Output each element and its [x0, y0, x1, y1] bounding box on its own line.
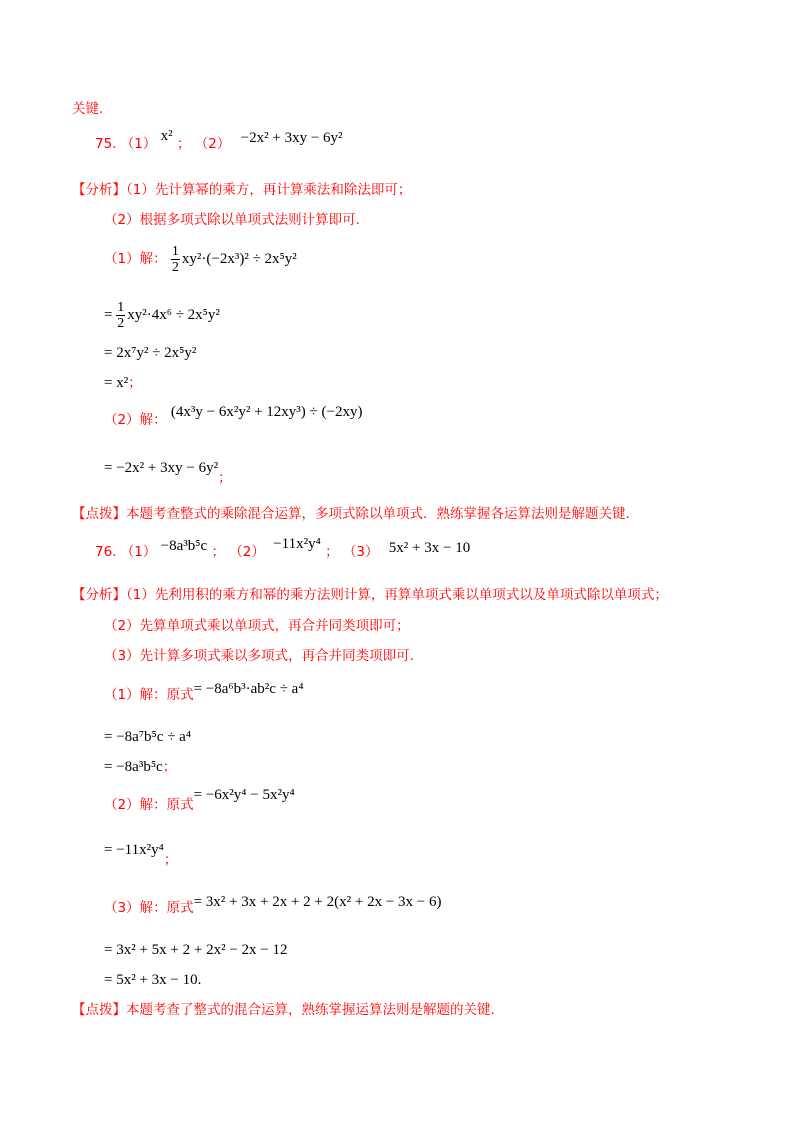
- comment-text: 本题考查了整式的混合运算，熟练掌握运算法则是解题的关键.: [126, 1002, 495, 1018]
- question-number: 76.: [95, 544, 117, 560]
- solution-line: = 2x⁷y² ÷ 2x⁵y²: [104, 345, 197, 361]
- solution-line: = −11x²y⁴；: [104, 842, 178, 868]
- analysis-tag: 【分析】: [72, 587, 126, 603]
- solution-line: = −8a⁷b⁵c ÷ a⁴: [104, 729, 192, 745]
- answer-line-75: [95, 128, 343, 154]
- math-expression: $\frac{1}{2}$ xy²·(−2x³)² ÷ 2x⁵y²: [171, 244, 297, 275]
- analysis-line: [72, 585, 668, 605]
- part-label: （2）: [194, 136, 231, 152]
- answer-2: −11x²y⁴: [273, 536, 321, 552]
- answer-3: 5x² + 3x − 10: [388, 540, 471, 556]
- solution-label: （2）解：: [104, 412, 167, 428]
- question-number: 75.: [95, 136, 117, 152]
- fraction: $\frac{1}{2}$: [171, 244, 179, 275]
- math-expression: (4x³y − 6x²y² + 12xy³) ÷ (−2xy): [170, 404, 363, 420]
- solution-label: （1）解：原式: [104, 687, 194, 703]
- solution-label: （3）解：原式: [104, 900, 194, 916]
- part-label: （1）: [120, 544, 157, 560]
- comment-tag: 【点拨】: [72, 1002, 126, 1018]
- solution-line: = −8a³b⁵c；: [104, 759, 177, 775]
- solution-line: = 5x² + 3x − 10.: [104, 972, 202, 988]
- analysis-text: （1）先计算幂的乘方，再计算乘法和除法即可；: [126, 182, 412, 198]
- comment-line: [72, 504, 630, 524]
- part-label: （2）: [229, 544, 265, 560]
- analysis-text: （1）先利用积的乘方和幂的乘方法则计算，再算单项式乘以单项式以及单项式除以单项式；: [126, 587, 668, 603]
- analysis-line: [72, 180, 411, 200]
- solution-line: = x²；: [104, 375, 142, 391]
- solution-line: [104, 894, 442, 918]
- answer-2: −2x² + 3xy − 6y²: [240, 130, 343, 146]
- solution-line: [104, 244, 297, 275]
- separator: ；: [325, 544, 339, 560]
- analysis-line: （3）先计算多项式乘以多项式，再合并同类项即可.: [104, 648, 414, 664]
- comment-line: [72, 1000, 495, 1020]
- answer-line-76: [95, 536, 471, 562]
- analysis-line: （2）先算单项式乘以单项式，再合并同类项即可；: [104, 618, 410, 634]
- solution-line: = 3x² + 5x + 2 + 2x² − 2x − 12: [104, 942, 288, 958]
- text-line: 关键.: [72, 101, 104, 117]
- part-label: （3）: [342, 544, 379, 560]
- solution-label: （2）解：原式: [104, 797, 194, 813]
- comment-text: 本题考查整式的乘除混合运算，多项式除以单项式．熟练掌握各运算法则是解题关键.: [126, 506, 630, 522]
- separator: ；: [211, 544, 225, 560]
- analysis-tag: 【分析】: [72, 182, 126, 198]
- math-expression: = 3x² + 3x + 2x + 2 + 2(x² + 2x − 3x − 6): [193, 894, 442, 910]
- separator: ；: [176, 136, 191, 152]
- answer-1: −8a³b⁵c: [160, 538, 208, 554]
- solution-label: （1）解：: [104, 250, 167, 267]
- math-expression: = −6x²y⁴ − 5x²y⁴: [193, 787, 295, 803]
- solution-line: [104, 787, 295, 815]
- solution-line: = $\frac{1}{2}$ xy²·4x⁶ ÷ 2x⁵y²: [104, 300, 220, 331]
- solution-line: = −2x² + 3xy − 6y²；: [104, 460, 232, 486]
- comment-tag: 【点拨】: [72, 506, 126, 522]
- answer-1: x²: [160, 128, 173, 144]
- solution-line: [104, 681, 304, 705]
- solution-line: [104, 404, 363, 430]
- part-label: （1）: [120, 136, 157, 152]
- analysis-line: （2）根据多项式除以单项式法则计算即可.: [104, 212, 360, 228]
- math-expression: = −8a⁶b³·ab²c ÷ a⁴: [193, 681, 304, 697]
- fraction: $\frac{1}{2}$: [117, 300, 125, 331]
